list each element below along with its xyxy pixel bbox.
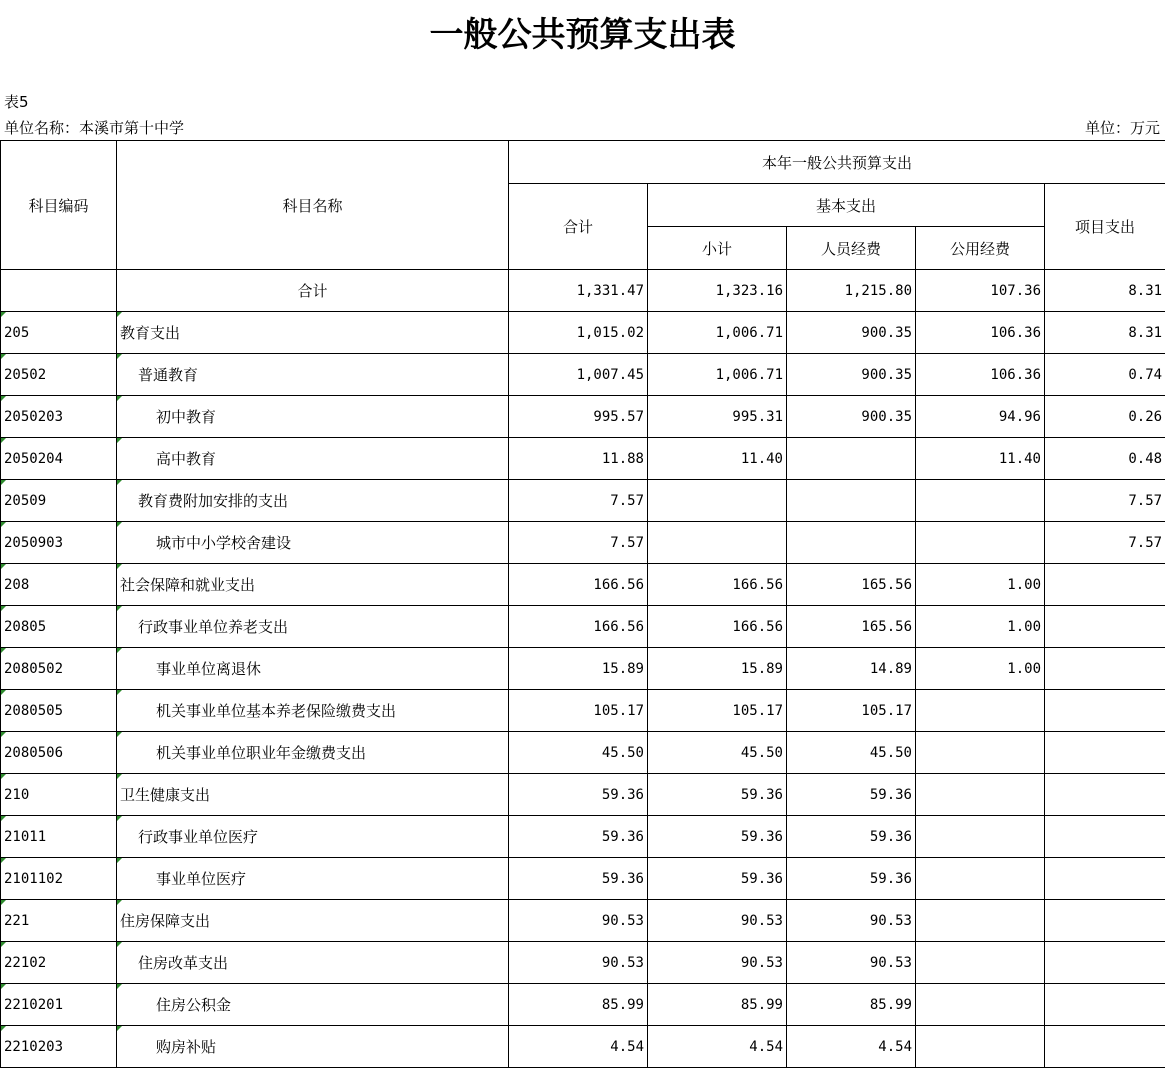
cell-personnel: 1,215.80 (787, 270, 916, 312)
cell-public: 106.36 (916, 354, 1045, 396)
cell-code: 2210201 (1, 984, 117, 1026)
budget-expenditure-table (0, 140, 1165, 1068)
header-name: 科目名称 (117, 141, 509, 270)
cell-subtotal: 90.53 (648, 942, 787, 984)
cell-total: 59.36 (509, 816, 648, 858)
cell-personnel: 900.35 (787, 354, 916, 396)
cell-personnel: 900.35 (787, 396, 916, 438)
cell-code: 20509 (1, 480, 117, 522)
cell-public: 11.40 (916, 438, 1045, 480)
cell-name: 事业单位医疗 (117, 858, 509, 900)
cell-total: 45.50 (509, 732, 648, 774)
cell-total: 11.88 (509, 438, 648, 480)
table-row (1, 480, 1165, 522)
page-title: 一般公共预算支出表 (429, 15, 736, 55)
cell-project: 8.31 (1045, 270, 1165, 312)
header-total: 合计 (509, 184, 648, 270)
cell-total: 7.57 (509, 480, 648, 522)
cell-code: 2080502 (1, 648, 117, 690)
table-row (1, 606, 1165, 648)
cell-total: 90.53 (509, 942, 648, 984)
cell-name: 合计 (117, 270, 509, 312)
cell-personnel (787, 522, 916, 564)
cell-total: 85.99 (509, 984, 648, 1026)
cell-project: 8.31 (1045, 312, 1165, 354)
cell-subtotal: 105.17 (648, 690, 787, 732)
header-personnel: 人员经费 (787, 227, 916, 270)
cell-total: 7.57 (509, 522, 648, 564)
cell-public (916, 732, 1045, 774)
cell-name: 机关事业单位职业年金缴费支出 (117, 732, 509, 774)
cell-project (1045, 858, 1165, 900)
cell-code: 2101102 (1, 858, 117, 900)
cell-public: 1.00 (916, 648, 1045, 690)
cell-project: 0.26 (1045, 396, 1165, 438)
cell-subtotal: 1,323.16 (648, 270, 787, 312)
cell-total: 1,015.02 (509, 312, 648, 354)
table-row (1, 648, 1165, 690)
cell-project (1045, 1026, 1165, 1068)
cell-personnel: 165.56 (787, 606, 916, 648)
cell-name: 城市中小学校舍建设 (117, 522, 509, 564)
cell-total: 59.36 (509, 858, 648, 900)
cell-personnel: 85.99 (787, 984, 916, 1026)
cell-project (1045, 690, 1165, 732)
cell-public: 106.36 (916, 312, 1045, 354)
cell-public (916, 480, 1045, 522)
cell-project: 0.74 (1045, 354, 1165, 396)
cell-project (1045, 648, 1165, 690)
cell-code: 221 (1, 900, 117, 942)
header-public: 公用经费 (916, 227, 1045, 270)
cell-subtotal: 11.40 (648, 438, 787, 480)
cell-code: 20805 (1, 606, 117, 648)
cell-total: 105.17 (509, 690, 648, 732)
table-row (1, 1026, 1165, 1068)
table-row (1, 312, 1165, 354)
cell-total: 166.56 (509, 606, 648, 648)
cell-public (916, 522, 1045, 564)
cell-subtotal: 1,006.71 (648, 354, 787, 396)
cell-name: 机关事业单位基本养老保险缴费支出 (117, 690, 509, 732)
cell-subtotal: 995.31 (648, 396, 787, 438)
cell-personnel: 90.53 (787, 900, 916, 942)
cell-code: 208 (1, 564, 117, 606)
cell-name: 行政事业单位养老支出 (117, 606, 509, 648)
cell-name: 社会保障和就业支出 (117, 564, 509, 606)
table-row (1, 354, 1165, 396)
cell-project: 7.57 (1045, 522, 1165, 564)
cell-name: 教育费附加安排的支出 (117, 480, 509, 522)
table-body (1, 270, 1165, 1068)
cell-subtotal: 90.53 (648, 900, 787, 942)
cell-total: 1,007.45 (509, 354, 648, 396)
cell-subtotal: 59.36 (648, 858, 787, 900)
cell-code: 2080505 (1, 690, 117, 732)
cell-name: 行政事业单位医疗 (117, 816, 509, 858)
cell-subtotal: 59.36 (648, 816, 787, 858)
cell-code: 2050903 (1, 522, 117, 564)
cell-project (1045, 942, 1165, 984)
cell-personnel: 59.36 (787, 858, 916, 900)
cell-personnel: 14.89 (787, 648, 916, 690)
header-code: 科目编码 (1, 141, 117, 270)
cell-personnel: 90.53 (787, 942, 916, 984)
cell-total: 15.89 (509, 648, 648, 690)
table-row (1, 900, 1165, 942)
cell-project (1045, 606, 1165, 648)
cell-subtotal (648, 480, 787, 522)
unit-label: 单位：万元 (1084, 119, 1160, 137)
cell-personnel: 105.17 (787, 690, 916, 732)
cell-personnel: 900.35 (787, 312, 916, 354)
cell-public (916, 900, 1045, 942)
cell-code: 2080506 (1, 732, 117, 774)
header-basic: 基本支出 (648, 184, 1045, 227)
cell-name: 卫生健康支出 (117, 774, 509, 816)
table-row (1, 396, 1165, 438)
cell-project (1045, 774, 1165, 816)
cell-name: 普通教育 (117, 354, 509, 396)
cell-subtotal: 166.56 (648, 564, 787, 606)
cell-name: 初中教育 (117, 396, 509, 438)
cell-name: 住房改革支出 (117, 942, 509, 984)
cell-public: 1.00 (916, 606, 1045, 648)
cell-personnel: 45.50 (787, 732, 916, 774)
cell-personnel: 165.56 (787, 564, 916, 606)
cell-personnel: 59.36 (787, 774, 916, 816)
cell-subtotal: 59.36 (648, 774, 787, 816)
cell-project (1045, 984, 1165, 1026)
table-row (1, 270, 1165, 312)
cell-code: 2210203 (1, 1026, 117, 1068)
header-group: 本年一般公共预算支出 (509, 141, 1165, 184)
cell-public: 94.96 (916, 396, 1045, 438)
cell-project (1045, 816, 1165, 858)
cell-subtotal (648, 522, 787, 564)
cell-code: 20502 (1, 354, 117, 396)
cell-name: 高中教育 (117, 438, 509, 480)
table-row (1, 942, 1165, 984)
unit-name-label: 单位名称：本溪市第十中学 (4, 119, 185, 137)
cell-project (1045, 564, 1165, 606)
table-row (1, 732, 1165, 774)
cell-public (916, 858, 1045, 900)
cell-total: 4.54 (509, 1026, 648, 1068)
cell-subtotal: 15.89 (648, 648, 787, 690)
cell-name: 教育支出 (117, 312, 509, 354)
cell-code: 21011 (1, 816, 117, 858)
cell-code: 22102 (1, 942, 117, 984)
table-row (1, 984, 1165, 1026)
cell-code: 205 (1, 312, 117, 354)
cell-subtotal: 166.56 (648, 606, 787, 648)
header-subtotal: 小计 (648, 227, 787, 270)
cell-public (916, 816, 1045, 858)
cell-code: 210 (1, 774, 117, 816)
cell-personnel (787, 438, 916, 480)
cell-name: 事业单位离退休 (117, 648, 509, 690)
table-row (1, 564, 1165, 606)
cell-total: 995.57 (509, 396, 648, 438)
table-row (1, 774, 1165, 816)
cell-name: 住房保障支出 (117, 900, 509, 942)
cell-subtotal: 45.50 (648, 732, 787, 774)
table-row (1, 690, 1165, 732)
cell-name: 住房公积金 (117, 984, 509, 1026)
cell-total: 166.56 (509, 564, 648, 606)
cell-public (916, 1026, 1045, 1068)
table-row (1, 816, 1165, 858)
cell-personnel: 59.36 (787, 816, 916, 858)
cell-code (1, 270, 117, 312)
cell-public: 107.36 (916, 270, 1045, 312)
header-project: 项目支出 (1045, 184, 1165, 270)
table-row (1, 522, 1165, 564)
cell-personnel: 4.54 (787, 1026, 916, 1068)
cell-project: 0.48 (1045, 438, 1165, 480)
cell-public (916, 984, 1045, 1026)
cell-personnel (787, 480, 916, 522)
cell-public (916, 690, 1045, 732)
cell-public (916, 774, 1045, 816)
cell-project (1045, 900, 1165, 942)
cell-subtotal: 1,006.71 (648, 312, 787, 354)
cell-code: 2050204 (1, 438, 117, 480)
cell-name: 购房补贴 (117, 1026, 509, 1068)
cell-total: 90.53 (509, 900, 648, 942)
cell-public: 1.00 (916, 564, 1045, 606)
cell-project: 7.57 (1045, 480, 1165, 522)
cell-project (1045, 732, 1165, 774)
cell-code: 2050203 (1, 396, 117, 438)
cell-total: 59.36 (509, 774, 648, 816)
table-row (1, 858, 1165, 900)
table-number: 表5 (4, 93, 29, 111)
cell-subtotal: 4.54 (648, 1026, 787, 1068)
cell-total: 1,331.47 (509, 270, 648, 312)
table-row (1, 438, 1165, 480)
cell-public (916, 942, 1045, 984)
cell-subtotal: 85.99 (648, 984, 787, 1026)
